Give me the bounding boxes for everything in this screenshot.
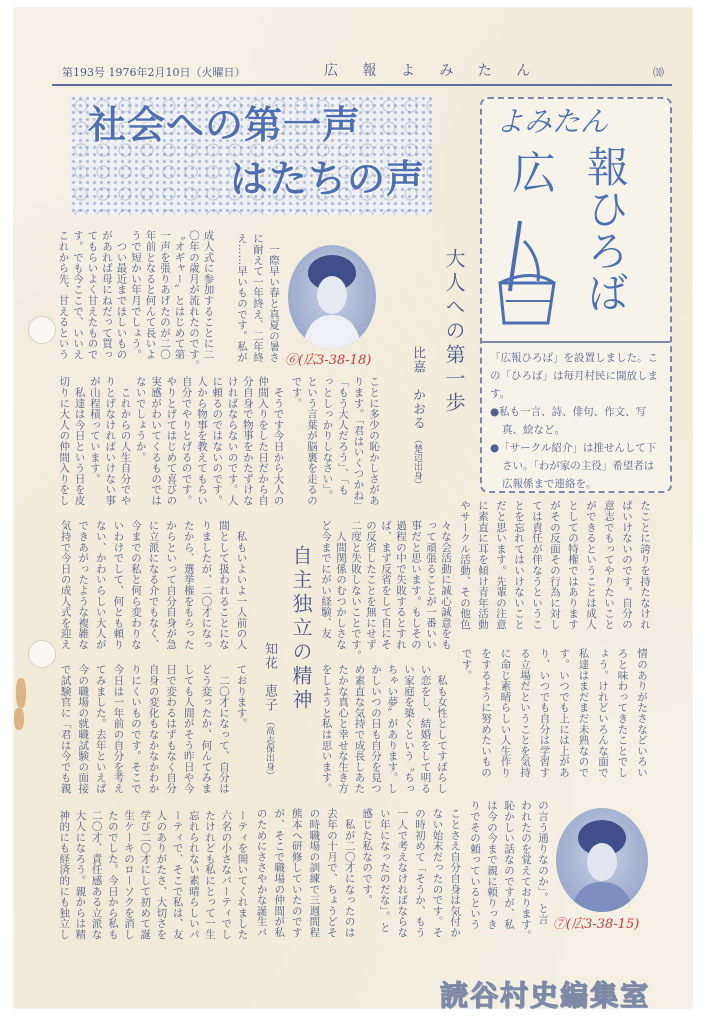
text-column: に立派になる介でもなく、 xyxy=(147,520,160,650)
article-text-block xyxy=(252,808,463,964)
article-text-block xyxy=(56,230,216,371)
text-column: の反省したことを無にせず xyxy=(365,520,377,650)
text-column: 熊本へ研修していたのです xyxy=(290,808,303,938)
text-column: 人のありがたさ、大切さを xyxy=(155,810,168,940)
text-column: 去年の十月で、ちょうどそ xyxy=(325,808,338,938)
text-column: 日で変わるはずもなく自分 xyxy=(165,664,178,794)
text-column: ょう。けれどいろんな面で xyxy=(597,648,609,778)
page-number: ⑽ xyxy=(653,66,664,79)
hiroba-divider xyxy=(482,341,670,343)
text-column: い恋をし、結婚をして明る xyxy=(419,664,432,794)
text-column: って頑張ることが一番いい xyxy=(425,520,437,650)
portrait-image xyxy=(288,245,376,349)
text-column: っとしっかりしなさい」。 xyxy=(321,376,334,501)
text-column: りでその頼っているという xyxy=(469,800,481,930)
article-1-byline xyxy=(408,346,427,489)
text-column: たけれども私にとって一生 xyxy=(204,810,217,940)
text-column: そうです今日から大人の xyxy=(272,376,285,506)
text-column: い家庭を築くという〝ちっ xyxy=(403,664,415,794)
article-text-block xyxy=(456,500,654,642)
text-column: やサークル活動、その他色 xyxy=(459,500,471,630)
text-column: 私も女性としてすばらし xyxy=(436,664,448,794)
text-column: は今の今まで親に頼りっき xyxy=(486,800,498,930)
article-1-title: 大人への第一歩 xyxy=(442,248,466,416)
hiroba-yomitan: よみたん xyxy=(496,105,609,138)
text-column: 自身の変化もなかなかわか xyxy=(147,664,160,794)
article-text-block xyxy=(466,800,551,956)
text-column: に命じ素晴らしい人生作り xyxy=(499,648,512,778)
text-column: る立場だということを気持 xyxy=(519,648,531,778)
text-column: ないでしょうか。 xyxy=(134,376,147,463)
article-2-byline xyxy=(260,642,279,780)
text-column: に耐えて一年終え、二年終 xyxy=(252,233,264,363)
text-column: これから先、甘えるという xyxy=(57,230,70,360)
hiroba-title: 報ひろば xyxy=(581,145,630,313)
text-column: という言葉が脳裏を走るの xyxy=(306,376,318,506)
text-column: てもらいよく甘えたもので xyxy=(86,230,99,360)
article-text-block xyxy=(318,664,450,792)
text-column: 今日は一年前の自分を考え xyxy=(112,664,125,794)
text-column: しても人間がそう昨日や今 xyxy=(182,664,195,794)
text-column: 二度と失敗しないことです。 xyxy=(350,520,362,661)
text-column: です。 xyxy=(460,648,473,681)
text-column: をしようと私は思います。 xyxy=(320,664,333,794)
text-column: 感じた私なのです。 xyxy=(361,808,374,906)
text-column: え……早いものです。私が xyxy=(236,233,248,363)
text-column: ない、かわいらしい大人が xyxy=(94,520,107,650)
newspaper-name: 広 報 よ み た ん xyxy=(324,63,541,79)
text-column: す。いつでも上には上があ xyxy=(558,648,570,778)
text-column: り、いつでも自分は学習す xyxy=(538,648,551,778)
text-column: 々な会活動に誠心誠意をも xyxy=(440,520,452,650)
issue-date: 第193号 1976年2月10日（火曜日） xyxy=(62,66,246,79)
text-column: たから、選挙権をもらった xyxy=(182,520,195,650)
text-column: できあがったような複雑な xyxy=(77,520,90,650)
text-column: としての特権ではあります xyxy=(567,500,579,630)
text-column: われたのを覚えております。 xyxy=(520,800,532,941)
article-text-block xyxy=(56,810,250,966)
text-column: 人間関係のむつかしさな xyxy=(335,520,347,650)
text-column: だと思います。先輩の注意 xyxy=(495,500,507,630)
article-2-title: 自主独立の精神 xyxy=(289,545,313,713)
photo-caption-2: ⑦(広3-38-15) xyxy=(553,917,640,932)
text-column: 事だと思います。もしその xyxy=(410,520,422,650)
text-column: かしいつの日も自分を見つ xyxy=(370,664,382,794)
text-column: 今の職場の就職試験の面接 xyxy=(77,664,90,794)
text-column: どう変ったか、何んてみま xyxy=(200,664,213,794)
text-column: 神的にも経済的にも独立し xyxy=(58,810,71,940)
article-text-block xyxy=(318,520,453,662)
text-column: ります。「君はいくつかね」 xyxy=(352,376,365,512)
rust-stain xyxy=(16,678,26,708)
text-column: たかな真心と幸せな生き方 xyxy=(337,664,349,794)
article-text-block xyxy=(56,376,285,506)
text-column: ができるということは成人 xyxy=(585,500,597,630)
page-header xyxy=(62,60,670,82)
text-column: ては責任が伴なうというこ xyxy=(531,500,543,630)
author-photo-1 xyxy=(288,245,376,349)
author-origin: （高志保出身） xyxy=(264,717,274,781)
text-column: 生ケーキのローソクを消し xyxy=(123,810,136,940)
text-column: に素直に耳を傾け青年活動 xyxy=(477,500,489,630)
text-column: 忘れられない素晴らしいパ xyxy=(187,810,200,940)
text-column: たことに誇りを持たなけれ xyxy=(639,500,651,630)
headline-box xyxy=(70,95,432,215)
text-column: ろと味わってきたことでし xyxy=(616,648,629,778)
punch-hole xyxy=(28,316,56,344)
article-text-block xyxy=(56,520,250,648)
text-column: 情のありがたさなどいろい xyxy=(636,648,648,778)
text-column: りにくいものです。そこで xyxy=(129,664,142,794)
archive-watermark: 読谷村史編集室 xyxy=(440,979,651,1012)
text-column: い年になったのだな」。と xyxy=(378,808,391,933)
photo-caption-1: ⑥(広3-38-18) xyxy=(285,353,372,368)
text-column: ーティで、そこで私は、友 xyxy=(171,810,184,940)
text-column: ーティを開いてくれました xyxy=(236,810,249,940)
text-column: やりとげてはじめて喜びの xyxy=(165,376,178,506)
text-column: ば、まず反省をして自にそ xyxy=(380,520,392,650)
text-column: 「もう大人だろう」、「も xyxy=(337,376,349,496)
author-photo-2 xyxy=(556,808,648,912)
notice-bullet: ●私も一言、詩、俳句、作文、写真、絵など。 xyxy=(490,406,647,436)
notice-bullet: ●「サークル紹介」は推せんして下さい。「わが家の主役」希望者は広報係まで連絡を。 xyxy=(490,442,657,490)
text-column: 二〇才、責任感ある立派な xyxy=(90,810,103,940)
text-column: 仲間入りをした日だから自 xyxy=(257,376,270,506)
text-column: 私が二〇才になったのは xyxy=(343,808,356,938)
text-column: 自分でやりとげるのです。 xyxy=(180,376,193,506)
text-column: 私達はまだまだ未熟なので xyxy=(577,648,590,778)
article-text-block xyxy=(288,376,381,512)
text-column: の言う通りなのか」。と言 xyxy=(537,800,549,925)
text-column: 学び二〇才にして初めて誕 xyxy=(139,810,152,940)
text-column: ければならないのです。人 xyxy=(226,376,239,506)
koho-hiroba-box xyxy=(480,97,672,493)
headline-line-2: はたちの声 xyxy=(230,157,426,201)
text-column: 私達は今日という日を皮 xyxy=(73,376,86,506)
text-column: とを忘れてはいけないこと xyxy=(513,500,525,630)
text-column: りましたが、二〇才になっ xyxy=(200,520,213,650)
text-column: め素直な気持で成長しあた xyxy=(353,664,366,794)
brush-bucket-illustration xyxy=(490,211,570,331)
text-column: うで短かい年月でしょう。 xyxy=(130,230,142,360)
text-column: たのでした。今日から私も xyxy=(106,810,119,940)
text-column: ばいけないのです。自分の xyxy=(621,500,633,630)
text-column: ことに多少の恥かしさがあ xyxy=(368,376,380,506)
text-column: 切りに大人の仲間入りをし xyxy=(58,376,71,506)
text-column: つい最近までほしいもの xyxy=(115,230,128,360)
text-column: 今までの私と何ら変わりな xyxy=(129,520,142,650)
text-column: 気持で今日の成人式を迎え xyxy=(59,520,72,650)
text-column: ております。 xyxy=(235,664,248,729)
text-column: 一際早い春と真夏の暑さ xyxy=(268,233,280,363)
notice-intro: 「広報ひろば」を設置しました。この「ひろば」は毎月村民に開放します。 xyxy=(490,352,658,400)
hiroba-notice xyxy=(490,349,662,493)
text-column: ない始末だったのです。そ xyxy=(431,808,444,938)
text-column: 一声を張りあげたのが二〇 xyxy=(159,230,171,360)
author-name: 知花 恵子 xyxy=(262,642,277,712)
portrait-image xyxy=(556,808,648,912)
text-column: で試験官に「君は今でも親 xyxy=(59,664,72,794)
text-column: 一人で考えなければならな xyxy=(396,808,409,938)
text-column: 分自身で物事をかたずけな xyxy=(241,376,254,506)
text-column: 実感がわいてくるものでは xyxy=(150,376,163,506)
text-column: に頼るのではないのです。 xyxy=(211,376,224,506)
text-column: てみました。去年といえば xyxy=(94,664,107,794)
text-column: からといって自分自身が急 xyxy=(165,520,178,650)
text-column: の時職場の訓練で三週間程 xyxy=(308,808,321,938)
text-column: 〝オギャー〟とはじめて第 xyxy=(173,230,186,360)
article-text-block xyxy=(456,648,651,778)
text-column: す。でも今ここで、いいえ xyxy=(72,230,84,360)
text-column: 意志でもってやりたいこと xyxy=(603,500,615,630)
text-column: がその反面その行為に対し xyxy=(549,500,561,630)
text-column: ちゃい夢〟があります。し xyxy=(386,664,399,794)
text-column: が山程積っています。 xyxy=(88,376,101,484)
headline-line-1: 社会への第一声 xyxy=(88,103,362,147)
punch-hole xyxy=(28,640,56,668)
text-column: があれば母にねだって買っ xyxy=(101,230,113,360)
text-column: 恥かしい話なのですが、私 xyxy=(503,800,515,930)
text-column: 大人になろう。親からは精 xyxy=(74,810,87,940)
text-column: 過程の中で失敗するとすれ xyxy=(395,520,407,650)
text-column: の時初めて「そうか、もう xyxy=(413,808,426,938)
text-column: 六名の小さなパーティでし xyxy=(220,810,233,940)
text-column: が、そこで職場の仲間が私 xyxy=(273,808,286,938)
text-column: 年前となると何んて長いよ xyxy=(144,230,157,360)
text-column: 成人式に参加することに二 xyxy=(202,230,215,360)
text-column: です。 xyxy=(290,376,303,409)
text-column: をするように努めたいもの xyxy=(480,648,492,778)
text-column: 二〇才になって、自分は xyxy=(217,664,230,794)
rust-stain xyxy=(14,708,24,730)
text-column: 人から物事を教えてもらい xyxy=(195,376,208,506)
text-column: これからの人生自分でや xyxy=(119,376,132,506)
text-column: ど今までにがい経験、友 xyxy=(320,520,332,639)
text-column: のためにささやかな誕生パ xyxy=(255,808,268,938)
text-column: 私もいよいよ一人前の人 xyxy=(235,520,248,650)
text-column: いわけでして、何とも頼り xyxy=(112,520,125,650)
text-column: りとげなければいけない事 xyxy=(104,376,117,506)
author-name: 比嘉 かおる xyxy=(410,346,425,430)
header-rule xyxy=(52,84,672,86)
text-column: 〇年の歳月が流れたのです。 xyxy=(188,230,200,371)
text-column: ことさえ自分自身は気付か xyxy=(449,808,462,938)
article-text-block xyxy=(234,233,282,363)
author-origin: （楚辺出身） xyxy=(412,435,422,490)
article-text-block xyxy=(56,664,250,798)
text-column: 間として扱われることにな xyxy=(217,520,230,650)
hiroba-koho: 広 xyxy=(512,148,556,199)
